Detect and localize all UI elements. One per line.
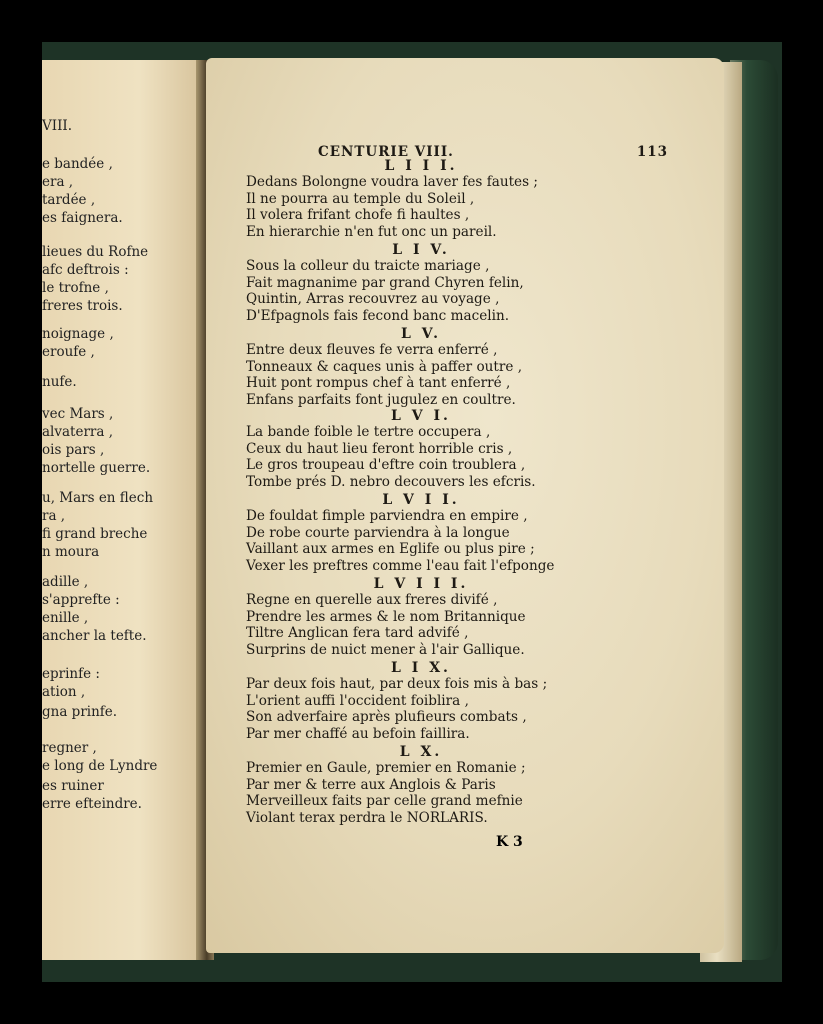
verse-line: Quintin, Arras recouvrez au voyage , [246, 291, 500, 308]
left-page-line: eroufe , [42, 344, 95, 360]
left-page-line: adille , [42, 574, 89, 590]
left-page-line: VIII. [42, 118, 73, 134]
verse-line: Il volera frifant chofe fi haultes , [246, 207, 470, 224]
left-page-line: u, Mars en flech [42, 490, 154, 506]
quatrain-number: L V. [400, 326, 441, 342]
left-page-line: nufe. [42, 374, 77, 390]
left-page-line: e bandée , [42, 156, 113, 172]
left-page-line: era , [42, 174, 74, 190]
quatrain-number: L V I I. [382, 492, 460, 508]
verse-line: L'orient auffi l'occident foiblira , [246, 692, 469, 709]
verse-line: De robe courte parviendra à la longue [246, 524, 510, 541]
left-page-line: vec Mars , [42, 406, 114, 422]
verse-line: Regne en querelle aux freres divifé , [246, 592, 498, 608]
verse-line: Tiltre Anglican fera tard advifé , [246, 625, 469, 642]
verse-line: Son adverfaire après plufieurs combats , [246, 709, 527, 726]
left-page [42, 60, 204, 960]
verse-line: Huit pont rompus chef à tant enferré , [246, 375, 511, 392]
left-page-line: enille , [42, 610, 89, 626]
quatrain-number: L I X. [391, 660, 451, 676]
verse-line: Violant terax perdra le NORLARIS. [246, 809, 488, 826]
running-title: CENTURIE VIII. [318, 144, 454, 160]
left-page-line: freres trois. [42, 298, 123, 314]
verse-line: En hierarchie n'en fut onc un pareil. [246, 223, 497, 240]
left-page-line: le trofne , [42, 280, 109, 296]
left-page-line: es ruiner [42, 778, 104, 794]
left-page-line: tardée , [42, 192, 96, 208]
verse-line: De fouldat fimple parviendra en empire , [246, 508, 528, 524]
verse-line: Dedans Bolongne voudra laver fes fautes ; [246, 174, 538, 190]
verse-line: Prendre les armes & le nom Britannique [246, 608, 526, 625]
verse-line: Par mer chaffé au befoin faillira. [246, 725, 470, 742]
left-page-line: nortelle guerre. [42, 460, 151, 476]
verse-line: La bande foible le tertre occupera , [246, 424, 491, 440]
quatrain-number: L I I I. [384, 158, 458, 174]
left-page-line: ancher la tefte. [42, 628, 147, 644]
left-page-line: noignage , [42, 326, 114, 342]
verse-line: Par deux fois haut, par deux fois mis à bas ; [246, 676, 548, 692]
quatrain-number: L X. [399, 744, 443, 760]
left-page-line: ra , [42, 508, 66, 524]
left-page-line: lieues du Rofne [42, 244, 149, 260]
verse-line: Premier en Gaule, premier en Romanie ; [246, 760, 526, 776]
left-page-line: fi grand breche [42, 526, 148, 542]
left-page-line: alvaterra , [42, 424, 113, 440]
left-page-line: regner , [42, 740, 97, 756]
verse-line: Il ne pourra au temple du Soleil , [246, 190, 475, 207]
quatrain-number: L I V. [392, 242, 450, 258]
verse-line: D'Efpagnols fais fecond banc macelin. [246, 307, 510, 324]
verse-line: Enfans parfaits font jugulez en coultre. [246, 391, 516, 408]
left-page-line: erre efteindre. [42, 796, 142, 812]
signature-mark: K 3 [496, 834, 523, 850]
verse-line: Par mer & terre aux Anglois & Paris [246, 776, 496, 793]
verse-line: Sous la colleur du traicte mariage , [246, 258, 490, 274]
verse-line: Le gros troupeau d'eftre coin troublera , [246, 457, 526, 474]
verse-line: Tonneaux & caques unis à paffer outre , [246, 358, 523, 375]
page-number: 113 [636, 144, 668, 160]
left-page-line: gna prinfe. [42, 704, 118, 720]
verse-line: Vexer les preftres comme l'eau fait l'efponge [246, 557, 555, 574]
verse-line: Entre deux fleuves fe verra enferré , [246, 342, 498, 358]
verse-line: Vaillant aux armes en Eglife ou plus pire ; [246, 541, 535, 558]
left-page-line: n moura [42, 544, 100, 560]
left-page-line: ation , [42, 684, 86, 700]
verse-line: Ceux du haut lieu feront horrible cris , [246, 440, 513, 457]
verse-line: Tombe prés D. nebro decouvers les efcris. [246, 473, 536, 490]
quatrain-number: L V I. [391, 408, 451, 424]
verse-line: Merveilleux faits par celle grand mefnie [246, 793, 523, 810]
left-page-line: eprinfe : [42, 666, 100, 682]
left-page-line: s'apprefte : [42, 592, 120, 608]
left-page-line: e long de Lyndre [42, 758, 158, 774]
left-page-line: ois pars , [42, 442, 105, 458]
quatrain-number: L V I I I. [373, 576, 469, 592]
verse-line: Surprins de nuict mener à l'air Gallique. [246, 641, 525, 658]
left-page-line: es faignera. [42, 210, 123, 226]
left-page-line: afc deftrois : [42, 262, 129, 278]
verse-line: Fait magnanime par grand Chyren felin, [246, 274, 524, 291]
